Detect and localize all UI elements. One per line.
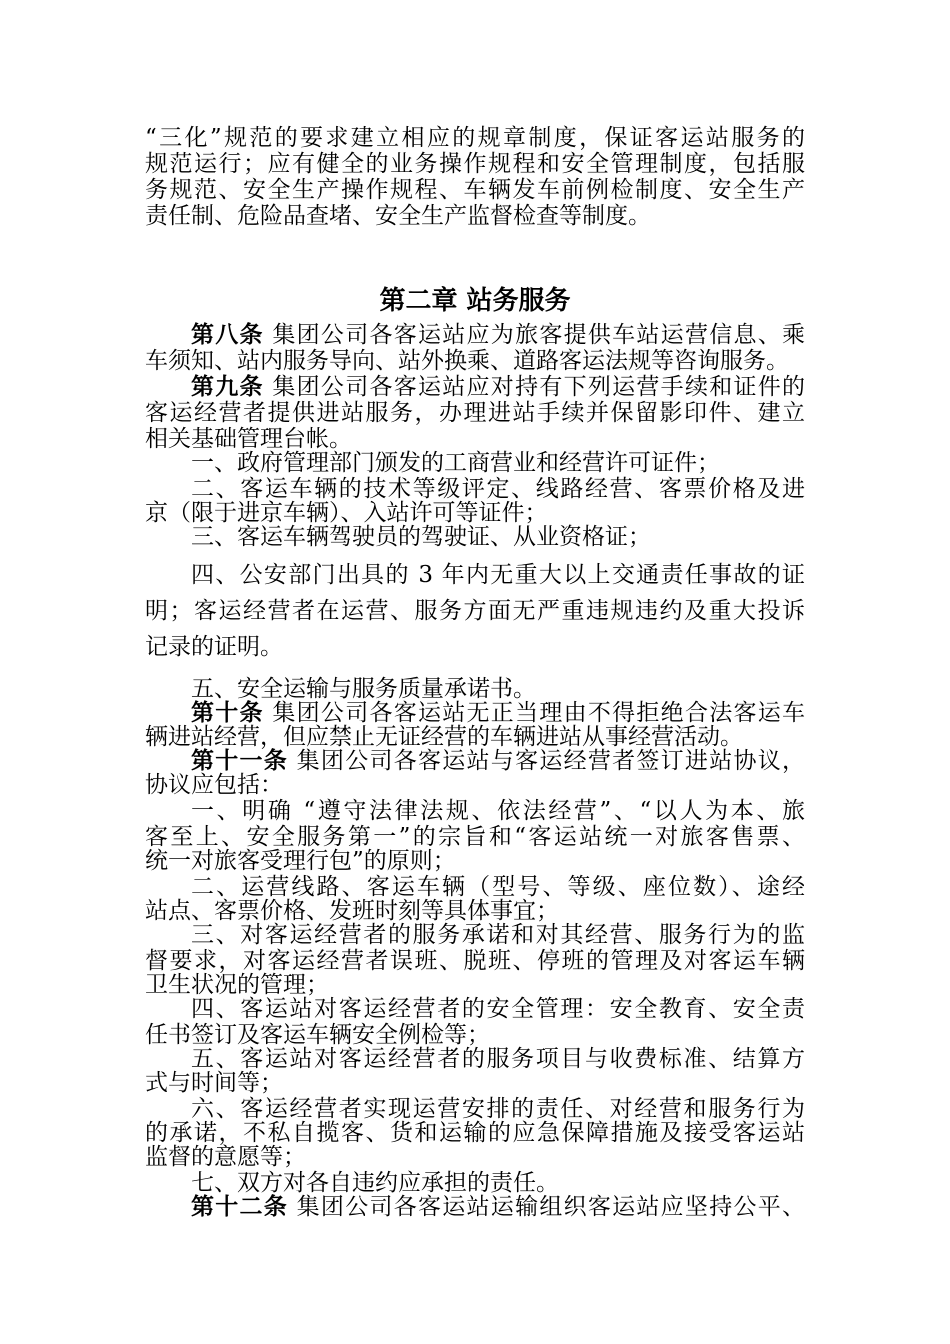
intro-line-2: 规范运行；应有健全的业务操作规程和安全管理制度，包括服 [145, 151, 805, 177]
article-12-label: 第十二条 [191, 1193, 289, 1220]
chapter-title: 第二章 站务服务 [379, 286, 571, 316]
article-12-text-1: 集团公司各客运站运输组织客运站应坚持公平、 [288, 1194, 806, 1220]
article-11-item-6b: 的承诺，不私自揽客、货和运输的应急保障措施及接受客运站 [145, 1120, 805, 1146]
article-9-item-2a: 二、客运车辆的技术等级评定、线路经营、客票价格及进 [191, 476, 805, 502]
intro-line-3: 务规范、安全生产操作规程、车辆发车前例检制度、安全生产 [145, 177, 805, 203]
article-9-item-2b: 京（限于进京车辆）、入站许可等证件； [145, 500, 548, 526]
article-9-item-4b: 明；客运经营者在运营、服务方面无严重违规违约及重大投诉 [145, 598, 805, 624]
article-11-item-3c: 卫生状况的管理； [145, 972, 329, 998]
article-11-item-5b: 式与时间等； [145, 1070, 283, 1096]
article-11-item-4b: 任书签订及客运车辆安全例检等； [145, 1022, 490, 1048]
article-9-item-4a: 四、公安部门出具的 3 年内无重大以上交通责任事故的证 [191, 562, 805, 588]
intro-line-1: “三化”规范的要求建立相应的规章制度，保证客运站服务的 [145, 125, 805, 151]
article-10-text-1: 集团公司各客运站无正当理由不得拒绝合法客运车 [263, 700, 806, 726]
article-10-line-1 [145, 700, 805, 726]
article-9-item-3: 三、客运车辆驾驶员的驾驶证、从业资格证； [191, 524, 651, 550]
article-11-item-1c: 统一对旅客受理行包”的原则； [145, 848, 456, 874]
article-11-item-5a: 五、客运站对客运经营者的服务项目与收费标准、结算方 [191, 1046, 805, 1072]
article-9-item-4c: 记录的证明。 [145, 634, 283, 660]
article-11-item-1a: 一、明确 “遵守法律法规、依法经营”、“以人为本、旅 [191, 798, 805, 824]
article-11-item-3b: 督要求，对客运经营者误班、脱班、停班的管理及对客运车辆 [145, 948, 805, 974]
article-11-item-2a: 二、运营线路、客运车辆（型号、等级、座位数）、途经 [191, 874, 805, 900]
article-11-item-4a: 四、客运站对客运经营者的安全管理：安全教育、安全责 [191, 996, 805, 1022]
article-8-label: 第八条 [191, 321, 264, 348]
article-9-line-3: 相关基础管理台帐。 [145, 426, 352, 452]
article-8-line-1 [145, 322, 805, 348]
article-9-line-2: 客运经营者提供进站服务，办理进站手续并保留影印件、建立 [145, 400, 805, 426]
article-11-item-2b: 站点、客票价格、发班时刻等具体事宜； [145, 898, 559, 924]
article-8-line-2: 车须知、站内服务导向、站外换乘、道路客运法规等咨询服务。 [145, 348, 789, 374]
article-12-line-1 [145, 1194, 805, 1220]
article-11-line-2: 协议应包括： [145, 772, 283, 798]
article-9-text-1: 集团公司各客运站应对持有下列运营手续和证件的 [263, 374, 806, 400]
article-11-item-6a: 六、客运经营者实现运营安排的责任、对经营和服务行为 [191, 1096, 805, 1122]
article-9-label: 第九条 [191, 373, 264, 400]
article-11-line-1 [145, 748, 805, 774]
article-10-line-2: 辆进站经营，但应禁止无证经营的车辆进站从事经营活动。 [145, 724, 743, 750]
article-11-item-6c: 监督的意愿等； [145, 1144, 306, 1170]
article-11-item-1b: 客至上、安全服务第一”的宗旨和“客运站统一对旅客售票、 [145, 824, 805, 850]
article-11-label: 第十一条 [191, 747, 289, 774]
article-11-item-7: 七、双方对各自违约应承担的责任。 [191, 1170, 559, 1196]
article-10-label: 第十条 [191, 699, 264, 726]
article-9-item-5: 五、安全运输与服务质量承诺书。 [191, 676, 536, 702]
article-9-line-1 [145, 374, 805, 400]
article-11-item-3a: 三、对客运经营者的服务承诺和对其经营、服务行为的监 [191, 922, 805, 948]
article-8-text-1: 集团公司各客运站应为旅客提供车站运营信息、乘 [263, 322, 806, 348]
article-11-text-1: 集团公司各客运站与客运经营者签订进站协议， [288, 748, 806, 774]
intro-line-4: 责任制、危险品查堵、安全生产监督检查等制度。 [145, 203, 651, 229]
article-9-item-1: 一、政府管理部门颁发的工商营业和经营许可证件； [191, 450, 720, 476]
